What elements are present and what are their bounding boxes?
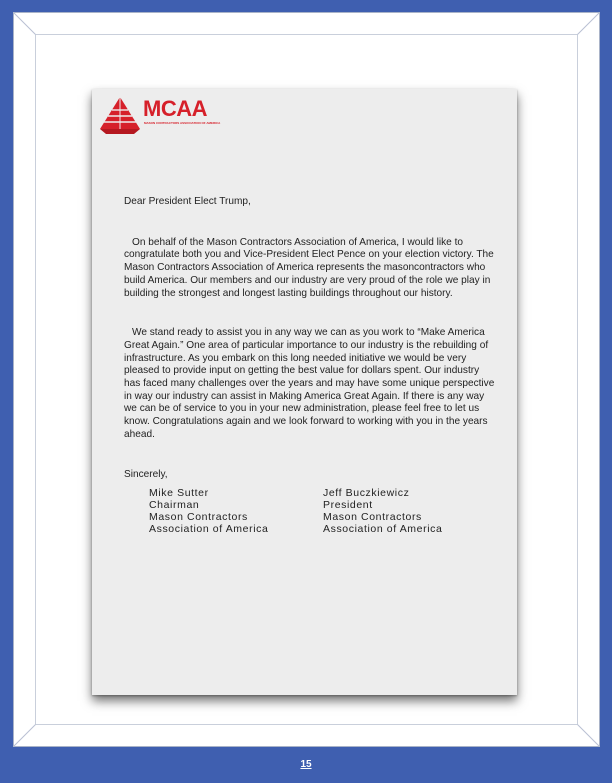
signer-org: Association of America	[149, 523, 269, 536]
signer-org: Mason Contractors	[149, 511, 248, 524]
signature-block	[323, 487, 493, 535]
signer-org: Mason Contractors	[323, 511, 422, 524]
paragraph: We stand ready to assist you in any way we can as you work to “Make America Great Again.” One area of particular importance to our industry is the rebuilding of infrastructure. As you embark on this long needed initiative we would be very pleased to provide input on getting the best value for dollars spent. Our industry has faced many challenges over the years and may have some unique perspective in way our industry can assist in Making America Great Again. If there is any way we can be of service to you in your new administration, please feel free to let us know. Congratulations again and we look forward to working with you in the years ahead.	[124, 327, 495, 440]
signer-title: President	[323, 499, 373, 512]
closing: Sincerely,	[124, 468, 168, 480]
logo-subtitle: MASON CONTRACTORS ASSOCIATION OF AMERICA	[144, 121, 221, 125]
signer-name: Jeff Buczkiewicz	[323, 487, 410, 499]
signer-name: Mike Sutter	[149, 487, 209, 499]
pyramid-logo-icon	[98, 95, 142, 135]
signature-block	[149, 487, 319, 535]
mcaa-logo	[98, 95, 221, 139]
signer-org: Association of America	[323, 523, 443, 536]
salutation: Dear President Elect Trump,	[124, 196, 251, 207]
paragraph: On behalf of the Mason Contractors Association of America, I would like to congratulate both you and Vice-President Elect Pence on your election victory. The Mason Contractors Association of America represents the masoncontractors who build America. Our members and our industry are very proud of the role we play in building the strongest and longest lasting buildings throughout our history.	[124, 236, 494, 299]
signer-title: Chairman	[149, 499, 200, 512]
page-number: 15	[300, 759, 312, 770]
letter-body	[124, 196, 496, 481]
logo-wordmark: MCAA	[143, 96, 207, 121]
letter-paper	[92, 89, 517, 695]
